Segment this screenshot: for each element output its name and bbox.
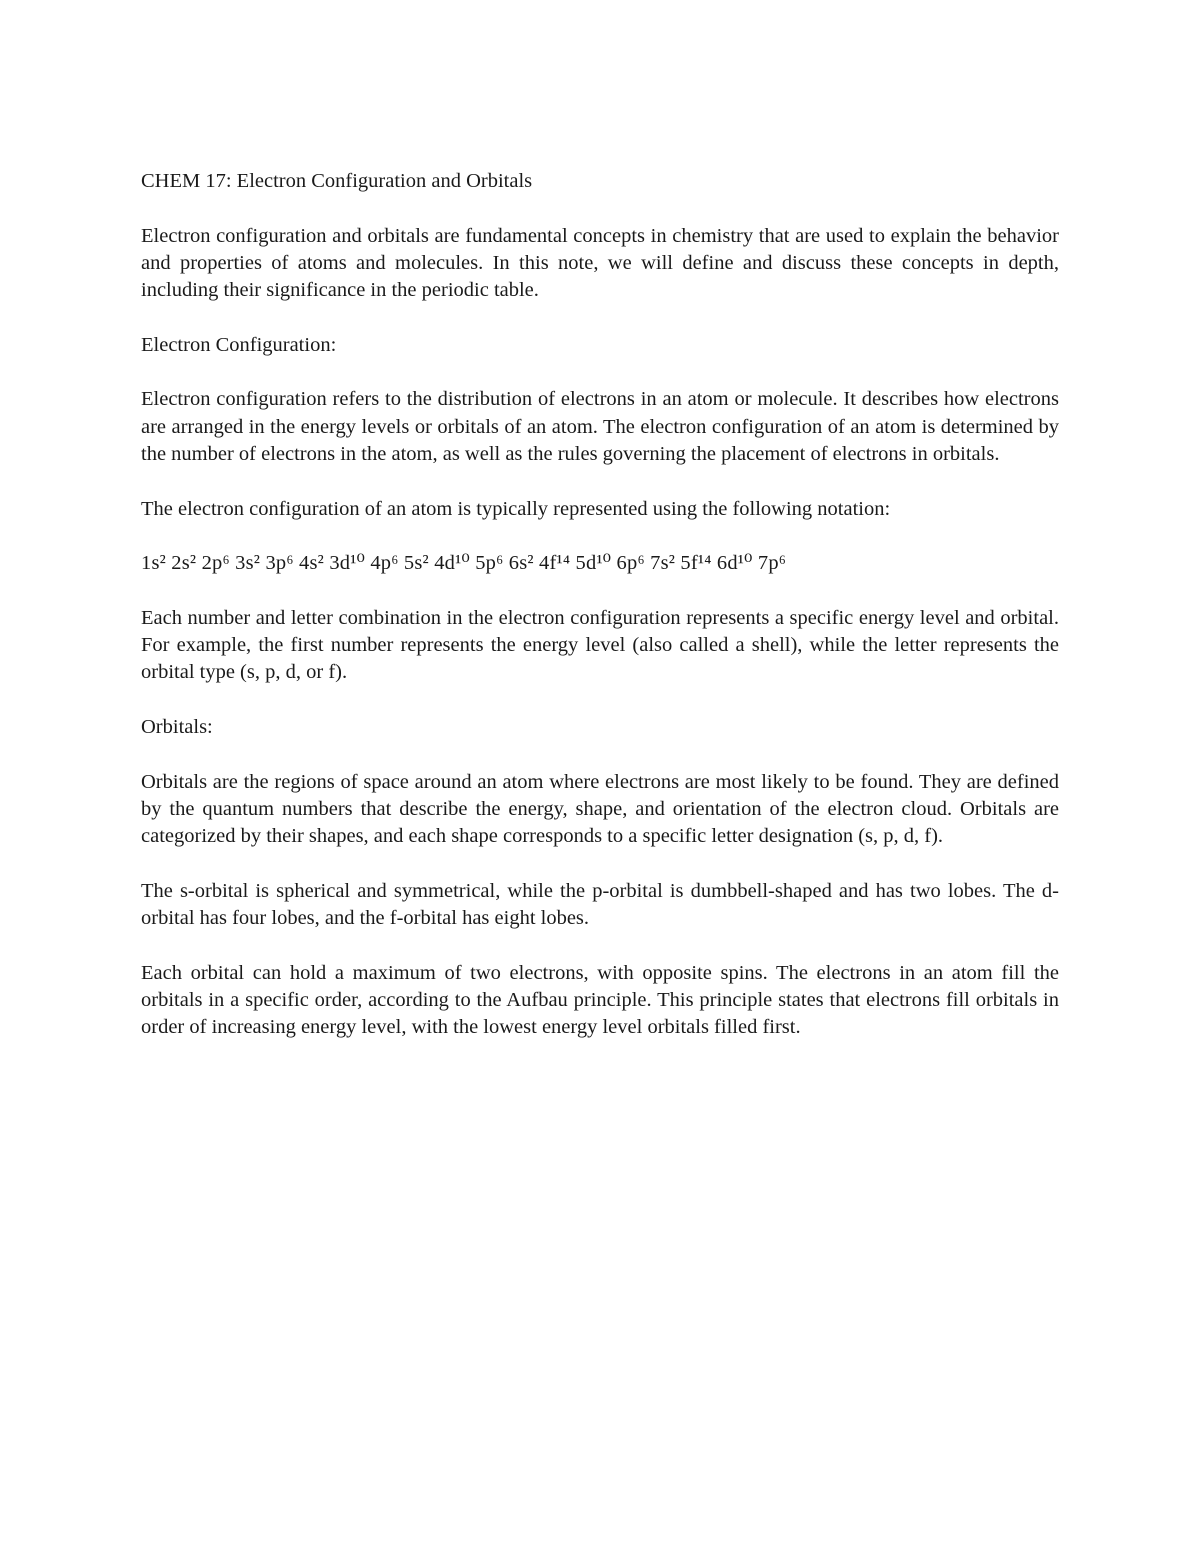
electron-configuration-definition-paragraph: Electron configuration refers to the distribution of electrons in an atom or molecule. It describes how electrons are arranged in the energy levels or orbitals of an atom. The electron configuration of an atom is determined by the number of electrons in the atom, as well as the rules governing the placement of electrons in orbitals. [141,388,1059,465]
aufbau-principle-paragraph: Each orbital can hold a maximum of two electrons, with opposite spins. The electrons in an atom fill the orbitals in a specific order, according to the Aufbau principle. This principle states that electrons fill orbitals in order of increasing energy level, with the lowest energy level orbitals filled first. [141,961,1059,1039]
section-heading-orbitals: Orbitals: [141,715,213,738]
notation-explanation-paragraph: Each number and letter combination in the electron configuration represents a specific energy level and orbital. For example, the first number represents the energy level (also called a shell), while the letter represents the orbital type (s, p, d, or f). [141,606,1059,684]
orbitals-definition-paragraph: Orbitals are the regions of space around an atom where electrons are most likely to be found. They are defined by the quantum numbers that describe the energy, shape, and orientation of the electron cloud. Orbitals are categorized by their shapes, and each shape corresponds to a specific letter designation (s, p, d, f). [141,770,1059,848]
notation-intro-paragraph: The electron configuration of an atom is typically represented using the following notation: [141,497,891,520]
document-body [141,168,1059,1069]
document-title: CHEM 17: Electron Configuration and Orbitals [141,170,533,192]
intro-paragraph: Electron configuration and orbitals are fundamental concepts in chemistry that are used to explain the behavior and properties of atoms and molecules. In this note, we will define and discuss these concepts in depth, including their significance in the periodic table. [141,224,1059,302]
electron-configuration-notation: 1s² 2s² 2p⁶ 3s² 3p⁶ 4s² 3d¹⁰ 4p⁶ 5s² 4d¹⁰ 5p⁶ 6s² 4f¹⁴ 5d¹⁰ 6p⁶ 7s² 5f¹⁴ 6d¹⁰ 7p⁶ [141,552,787,575]
orbital-shapes-paragraph: The s-orbital is spherical and symmetrical, while the p-orbital is dumbbell-shaped and has two lobes. The d-orbital has four lobes, and the f-orbital has eight lobes. [141,879,1059,930]
section-heading-electron-configuration: Electron Configuration: [141,333,337,356]
